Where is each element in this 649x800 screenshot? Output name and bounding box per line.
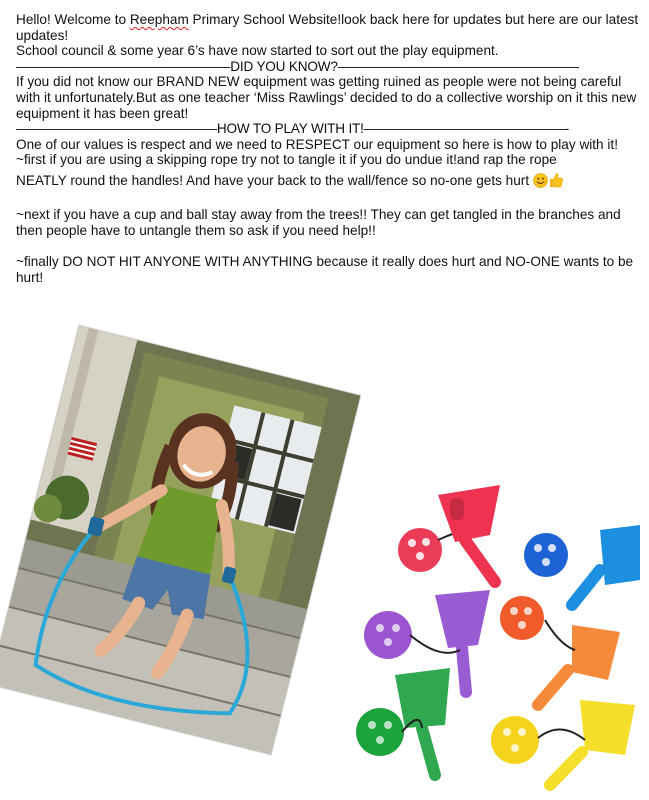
- smiling-face-icon: [533, 173, 548, 192]
- values-paragraph: One of our values is respect and we need to RESPECT our equipment so here is how to play with it!: [16, 136, 618, 152]
- tip-skipping-rope-line: [16, 172, 641, 192]
- intro-line: [16, 12, 641, 43]
- tip-cup-and-ball: ~next if you have a cup and ball stay away from the trees!! They can get tangled in the branches and then people have to untangle them so ask if you need help!!: [16, 207, 621, 238]
- school-name: Reepham: [129, 12, 189, 27]
- divider-did-you-know: ————————————————DID YOU KNOW?——————————————————: [16, 58, 579, 74]
- document-body: [16, 12, 641, 285]
- thumbs-up-icon: [548, 172, 564, 192]
- school-council-line: School council & some year 6’s have now started to sort out the play equipment.: [16, 43, 499, 59]
- tip-skipping-rope-a: ~first if you are using a skipping rope try not to tangle it if you do undue it!and rap the rope: [16, 152, 557, 168]
- divider-how-to-play: ———————————————HOW TO PLAY WITH IT!———————————————-: [16, 121, 569, 137]
- tip-skipping-rope-b: NEATLY round the handles! And have your back to the wall/fence so no-one gets hurt: [16, 172, 530, 188]
- cup-and-ball-toys-photo: [350, 470, 645, 795]
- intro-text-b: Primary School Website!look back here for updates but here are our latest updates!: [16, 12, 639, 43]
- girl-skipping-rope-photo: [0, 325, 360, 754]
- intro-text-a: Hello! Welcome to: [16, 12, 130, 27]
- tip-no-hitting: ~finally DO NOT HIT ANYONE WITH ANYTHING because it really does hurt and NO-ONE wants to be hurt!: [16, 253, 634, 285]
- did-you-know-paragraph: If you did not know our BRAND NEW equipment was getting ruined as people were not being careful with it unfortunately.But as one teacher ‘Miss Rawlings’ decided to do a collective worship on it this new equipment it has been great!: [16, 74, 637, 121]
